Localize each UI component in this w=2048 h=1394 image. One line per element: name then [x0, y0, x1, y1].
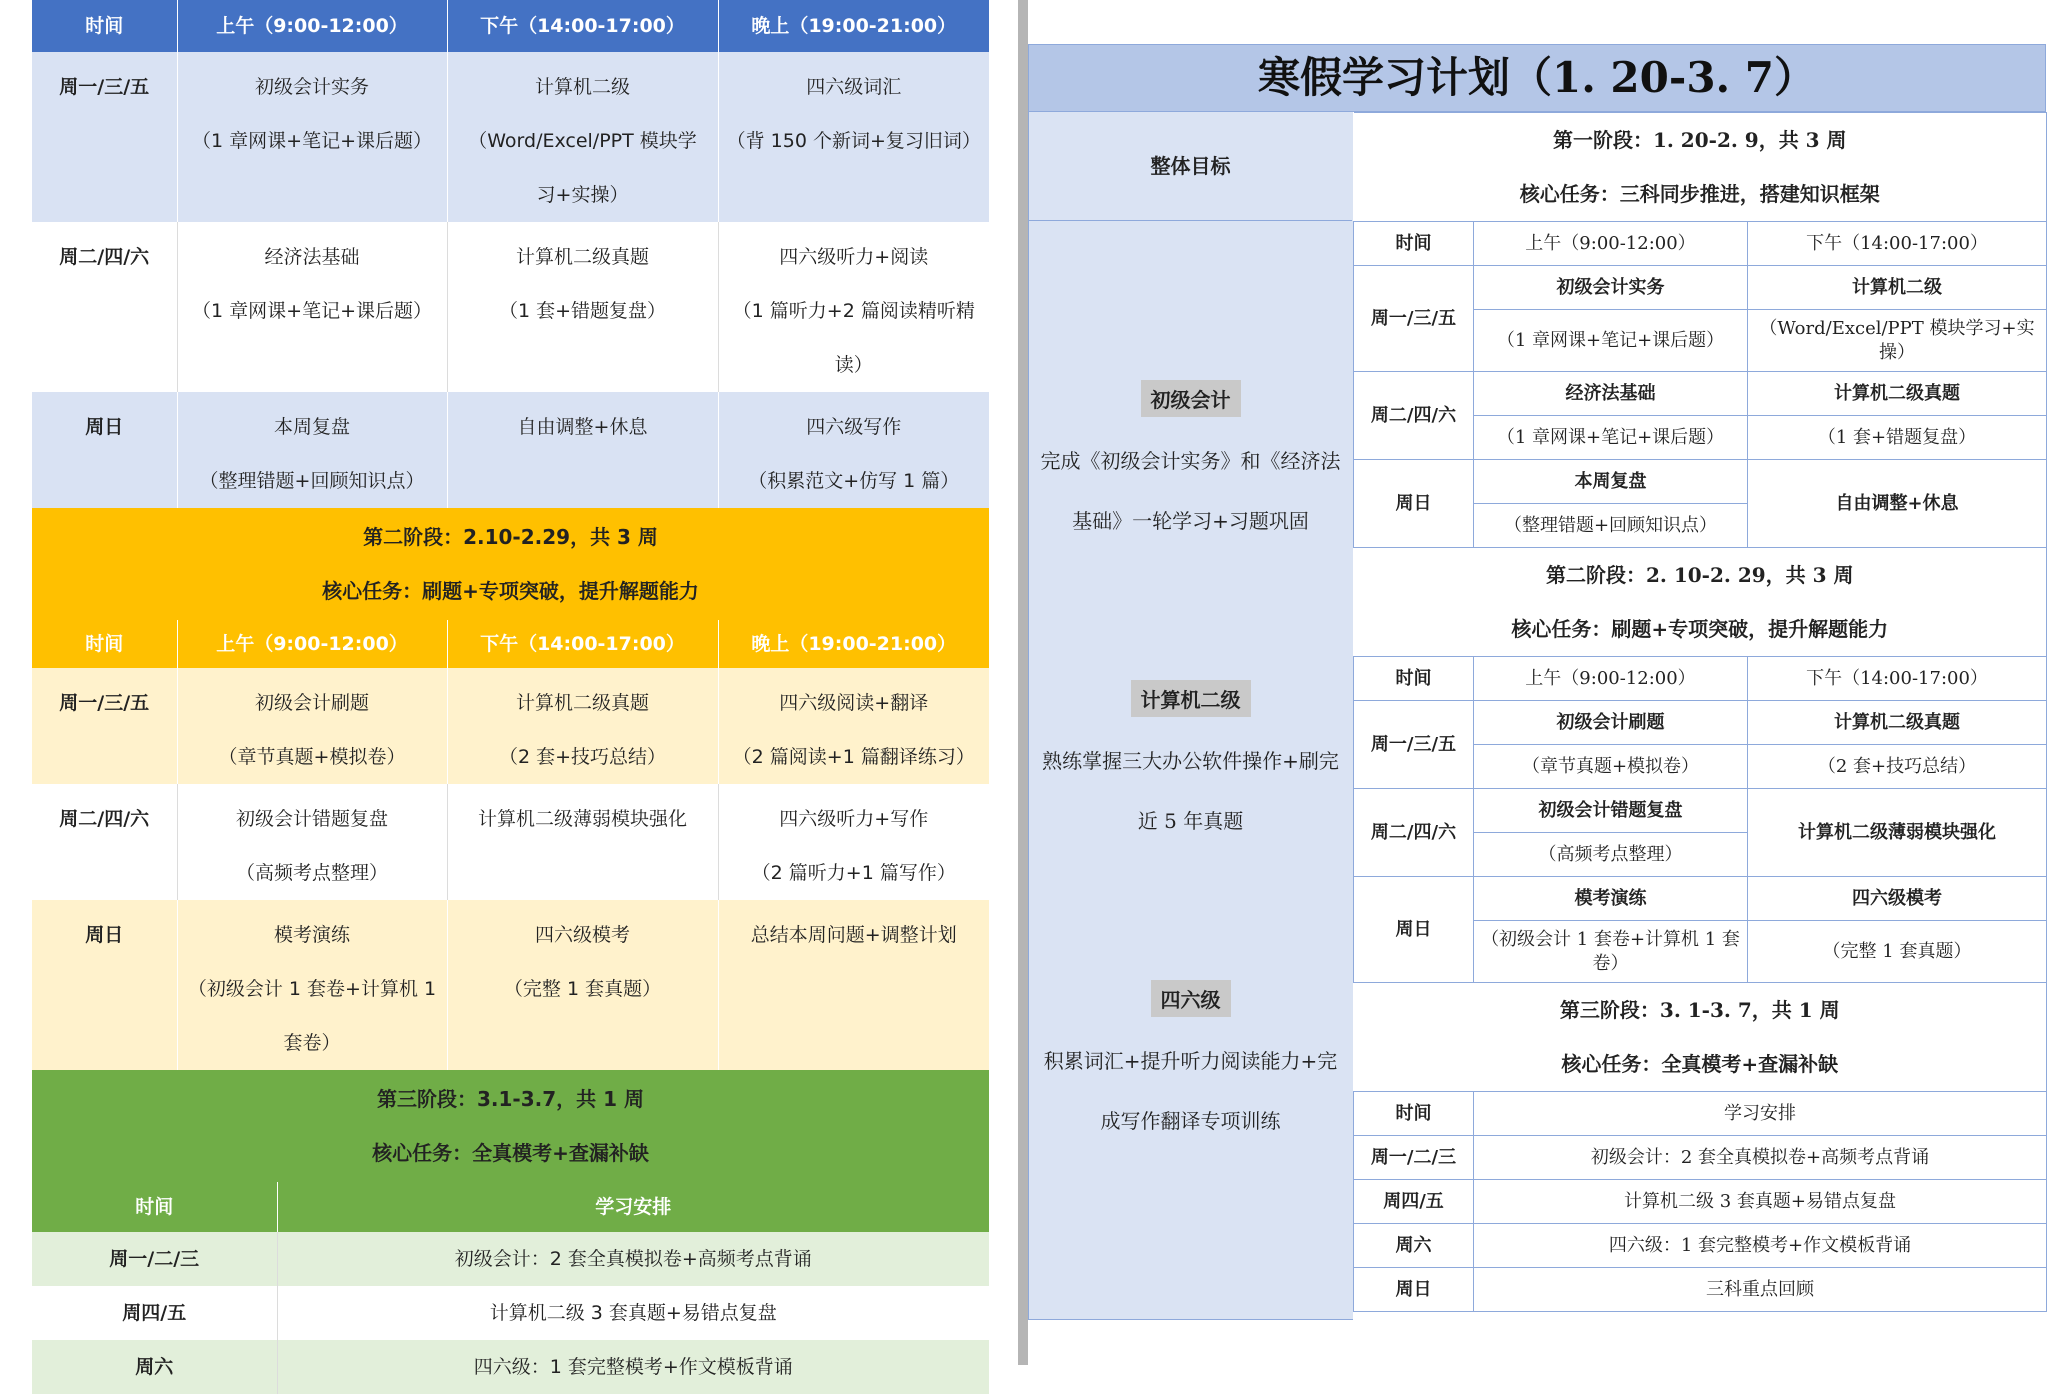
stage1-title: 第一阶段：1. 20-2. 9，共 3 周 — [1552, 128, 1847, 152]
am-title: 模考演练 — [1474, 877, 1748, 921]
plan-cell: 计算机二级 3 套真题+易错点复盘 — [1474, 1180, 2047, 1224]
stage3-title: 第三阶段：3.1-3.7，共 1 周 — [376, 1087, 644, 1111]
table-row — [32, 784, 989, 900]
day-cell: 周四/五 — [32, 1286, 277, 1340]
stage2-header-row — [1354, 657, 2047, 701]
schedule-cell: 四六级阅读+翻译 （2 篇阅读+1 篇翻译练习） — [718, 668, 989, 784]
table-row — [32, 1232, 989, 1286]
pm-detail: （1 套+错题复盘） — [1748, 416, 2047, 460]
schedule-cell: 四六级写作 （积累范文+仿写 1 篇） — [718, 392, 989, 508]
schedule-cell: 四六级听力+阅读 （1 篇听力+2 篇阅读精听精 读） — [718, 222, 989, 392]
day-cell: 周日 — [1354, 1268, 1474, 1312]
table-row — [1354, 1136, 2047, 1180]
stage2-task: 核心任务：刷题+专项突破，提升解题能力 — [1511, 617, 1889, 641]
schedule-cell: 模考演练 （初级会计 1 套卷+计算机 1 套卷） — [177, 900, 447, 1070]
header-cell: 下午（14:00-17:00） — [447, 620, 718, 668]
stage2-task: 核心任务：刷题+专项突破，提升解题能力 — [322, 579, 699, 603]
pm-detail: （Word/Excel/PPT 模块学习+实操） — [1748, 310, 2047, 372]
subject-tag: 初级会计 — [1141, 380, 1241, 417]
pm-detail: （完整 1 套真题） — [1748, 921, 2047, 983]
am-title: 初级会计错题复盘 — [1474, 789, 1748, 833]
table-row — [32, 900, 989, 1070]
panel-divider — [1018, 0, 1028, 1365]
table-row — [32, 1340, 989, 1394]
pm-title: 自由调整+休息 — [1748, 460, 2047, 548]
plan-cell: 计算机二级 3 套真题+易错点复盘 — [277, 1286, 989, 1340]
plan-title: 寒假学习计划（1. 20-3. 7） — [1028, 44, 2046, 112]
subject-block — [1029, 980, 1352, 1151]
am-detail: （1 章网课+笔记+课后题） — [1474, 416, 1748, 460]
plan-cell: 初级会计：2 套全真模拟卷+高频考点背诵 — [1474, 1136, 2047, 1180]
stage-title-cell — [1354, 113, 2047, 222]
table-row — [1354, 789, 2047, 833]
day-cell: 周二/四/六 — [1354, 789, 1474, 877]
am-title: 经济法基础 — [1474, 372, 1748, 416]
right-stages-table — [1353, 112, 2047, 1312]
right-plan-panel — [1028, 44, 2046, 1320]
stage1-task: 核心任务：三科同步推进，搭建知识框架 — [1519, 182, 1880, 206]
am-detail: （章节真题+模拟卷） — [1474, 745, 1748, 789]
plan-cell: 四六级：1 套完整模考+作文模板背诵 — [1474, 1224, 2047, 1268]
stage3-title: 第三阶段：3. 1-3. 7，共 1 周 — [1559, 998, 1840, 1022]
stage3-header-row — [1354, 1092, 2047, 1136]
left-schedule-table — [32, 0, 989, 1182]
day-cell: 周六 — [1354, 1224, 1474, 1268]
subject-block — [1029, 680, 1352, 851]
subject-block — [1029, 380, 1352, 551]
am-title: 初级会计刷题 — [1474, 701, 1748, 745]
stage2-header-row — [32, 620, 989, 668]
header-cell: 时间 — [32, 1182, 277, 1232]
day-cell: 周二/四/六 — [32, 222, 177, 392]
subject-desc: 积累词汇+提升听力阅读能力+完 成写作翻译专项训练 — [1043, 1049, 1338, 1133]
header-cell: 上午（9:00-12:00） — [1474, 222, 1748, 266]
table-row — [1354, 1224, 2047, 1268]
table-row — [1354, 701, 2047, 745]
schedule-cell: 初级会计错题复盘 （高频考点整理） — [177, 784, 447, 900]
table-row — [1354, 460, 2047, 504]
goals-column — [1028, 112, 1353, 1320]
am-title: 本周复盘 — [1474, 460, 1748, 504]
stages-column — [1353, 112, 2046, 1312]
schedule-cell: 四六级模考 （完整 1 套真题） — [447, 900, 718, 1070]
stage1-banner — [1354, 113, 2047, 222]
day-cell: 周二/四/六 — [32, 784, 177, 900]
am-detail: （整理错题+回顾知识点） — [1474, 504, 1748, 548]
stage3-task: 核心任务：全真模考+查漏补缺 — [372, 1141, 649, 1165]
plan-cell: 初级会计：2 套全真模拟卷+高频考点背诵 — [277, 1232, 989, 1286]
table-row — [1354, 877, 2047, 921]
header-cell: 学习安排 — [277, 1182, 989, 1232]
header-cell: 时间 — [32, 0, 177, 52]
day-cell: 周一/二/三 — [1354, 1136, 1474, 1180]
header-cell: 下午（14:00-17:00） — [1748, 222, 2047, 266]
header-cell: 晚上（19:00-21:00） — [718, 620, 989, 668]
header-cell: 时间 — [1354, 222, 1474, 266]
stage3-banner — [1354, 983, 2047, 1092]
header-cell: 上午（9:00-12:00） — [177, 0, 447, 52]
subject-desc: 熟练掌握三大办公软件操作+刷完 近 5 年真题 — [1042, 749, 1339, 833]
pm-title: 计算机二级 — [1748, 266, 2047, 310]
schedule-cell: 经济法基础 （1 章网课+笔记+课后题） — [177, 222, 447, 392]
am-detail: （1 章网课+笔记+课后题） — [1474, 310, 1748, 372]
day-cell: 周一/三/五 — [32, 52, 177, 222]
schedule-cell: 计算机二级真题 （1 套+错题复盘） — [447, 222, 718, 392]
stage-title-cell — [32, 508, 989, 620]
day-cell: 周六 — [32, 1340, 277, 1394]
table-row — [32, 392, 989, 508]
stage3-banner — [32, 1070, 989, 1182]
table-row — [32, 222, 989, 392]
day-cell: 周一/三/五 — [1354, 701, 1474, 789]
day-cell: 周日 — [1354, 460, 1474, 548]
header-cell: 时间 — [1354, 1092, 1474, 1136]
subject-desc: 完成《初级会计实务》和《经济法 基础》一轮学习+习题巩固 — [1040, 449, 1341, 533]
day-cell: 周一/二/三 — [32, 1232, 277, 1286]
stage2-banner — [1354, 548, 2047, 657]
stage1-header-row — [1354, 222, 2047, 266]
stage-title-cell — [1354, 983, 2047, 1092]
plan-cell: 三科重点回顾 — [1474, 1268, 2047, 1312]
stage1-header-row — [32, 0, 989, 52]
pm-title: 四六级模考 — [1748, 877, 2047, 921]
table-row — [1354, 1180, 2047, 1224]
subject-tag: 计算机二级 — [1131, 680, 1251, 717]
table-row — [32, 1286, 989, 1340]
header-cell: 上午（9:00-12:00） — [1474, 657, 1748, 701]
header-cell: 下午（14:00-17:00） — [1748, 657, 2047, 701]
subject-tag: 四六级 — [1151, 980, 1231, 1017]
schedule-cell: 计算机二级 （Word/Excel/PPT 模块学 习+实操） — [447, 52, 718, 222]
left-stage3-table — [32, 1182, 989, 1394]
table-row — [32, 52, 989, 222]
pm-title: 计算机二级薄弱模块强化 — [1748, 789, 2047, 877]
am-detail: （初级会计 1 套卷+计算机 1 套卷） — [1474, 921, 1748, 983]
table-row — [1354, 372, 2047, 416]
day-cell: 周一/三/五 — [32, 668, 177, 784]
header-cell: 学习安排 — [1474, 1092, 2047, 1136]
day-cell: 周二/四/六 — [1354, 372, 1474, 460]
header-cell: 上午（9:00-12:00） — [177, 620, 447, 668]
day-cell: 周一/三/五 — [1354, 266, 1474, 372]
stage3-header-row — [32, 1182, 989, 1232]
stage3-task: 核心任务：全真模考+查漏补缺 — [1561, 1052, 1839, 1076]
day-cell: 周四/五 — [1354, 1180, 1474, 1224]
stage2-banner — [32, 508, 989, 620]
schedule-cell: 四六级听力+写作 （2 篇听力+1 篇写作） — [718, 784, 989, 900]
schedule-cell: 本周复盘 （整理错题+回顾知识点） — [177, 392, 447, 508]
schedule-cell: 初级会计刷题 （章节真题+模拟卷） — [177, 668, 447, 784]
pm-title: 计算机二级真题 — [1748, 701, 2047, 745]
left-schedule-panel — [32, 0, 989, 1378]
schedule-cell: 四六级词汇 （背 150 个新词+复习旧词） — [718, 52, 989, 222]
plan-cell: 四六级：1 套完整模考+作文模板背诵 — [277, 1340, 989, 1394]
day-cell: 周日 — [1354, 877, 1474, 983]
pm-detail: （2 套+技巧总结） — [1748, 745, 2047, 789]
schedule-cell: 自由调整+休息 — [447, 392, 718, 508]
am-title: 初级会计实务 — [1474, 266, 1748, 310]
schedule-cell: 初级会计实务 （1 章网课+笔记+课后题） — [177, 52, 447, 222]
stage-title-cell — [32, 1070, 989, 1182]
schedule-cell: 总结本周问题+调整计划 — [718, 900, 989, 1070]
pm-title: 计算机二级真题 — [1748, 372, 2047, 416]
day-cell: 周日 — [32, 392, 177, 508]
stage2-title: 第二阶段：2. 10-2. 29，共 3 周 — [1546, 563, 1854, 587]
schedule-cell: 计算机二级真题 （2 套+技巧总结） — [447, 668, 718, 784]
goal-label: 整体目标 — [1029, 112, 1352, 221]
stage2-title: 第二阶段：2.10-2.29，共 3 周 — [363, 525, 658, 549]
table-row — [32, 668, 989, 784]
am-detail: （高频考点整理） — [1474, 833, 1748, 877]
day-cell: 周日 — [32, 900, 177, 1070]
header-cell: 晚上（19:00-21:00） — [718, 0, 989, 52]
header-cell: 下午（14:00-17:00） — [447, 0, 718, 52]
stage-title-cell — [1354, 548, 2047, 657]
header-cell: 时间 — [1354, 657, 1474, 701]
header-cell: 时间 — [32, 620, 177, 668]
table-row — [1354, 266, 2047, 310]
table-row — [1354, 1268, 2047, 1312]
schedule-cell: 计算机二级薄弱模块强化 — [447, 784, 718, 900]
